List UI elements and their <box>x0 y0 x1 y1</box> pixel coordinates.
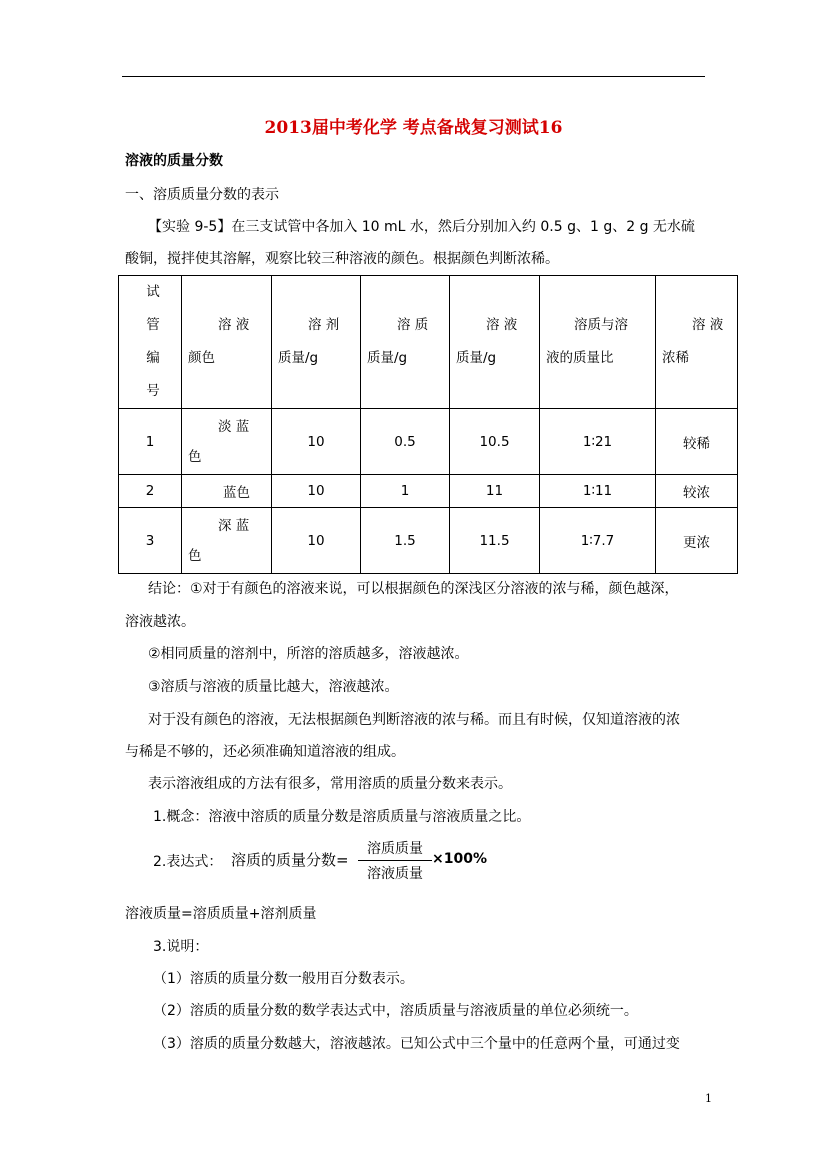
cell-id: 1 <box>119 409 182 475</box>
cell-color: 淡 蓝 色 <box>182 409 272 475</box>
header-rule <box>122 76 705 77</box>
table-row <box>119 475 738 508</box>
cell-ratio: 1∶21 <box>540 409 656 475</box>
table-row <box>119 508 738 574</box>
section-heading: 溶液的质量分数 <box>125 153 223 169</box>
table-header-row <box>119 276 738 409</box>
document-title: 2013届中考化学 考点备战复习测试16 <box>264 118 563 138</box>
paragraph-1-line-2: 与稀是不够的，还必须准确知道溶液的组成。 <box>125 744 405 760</box>
formula-lhs: 溶质的质量分数= <box>231 851 349 869</box>
table-row <box>119 409 738 475</box>
cell-solute: 0.5 <box>361 409 450 475</box>
formula-denominator: 溶液质量 <box>367 866 423 882</box>
header-solute-mass: 溶 质 质量/g <box>361 276 450 409</box>
explain-heading: 3.说明： <box>153 939 209 955</box>
formula-times: ×100% <box>432 851 487 867</box>
cell-ratio: 1∶7.7 <box>540 508 656 574</box>
experiment-line-1: 【实验 9-5】在三支试管中各加入 10 mL 水，然后分别加入约 0.5 g、1 g、2 g 无水硫 <box>148 219 695 235</box>
subheading: 一、溶质质量分数的表示 <box>125 187 279 203</box>
cell-concentration: 较稀 <box>656 409 738 475</box>
header-solution-mass: 溶 液 质量/g <box>450 276 540 409</box>
paragraph-2: 表示溶液组成的方法有很多，常用溶质的质量分数来表示。 <box>148 776 512 792</box>
note-2: （2）溶质的质量分数的数学表达式中，溶质质量与溶液质量的单位必须统一。 <box>153 1003 638 1019</box>
cell-color: 深 蓝 色 <box>182 508 272 574</box>
cell-solution: 10.5 <box>450 409 540 475</box>
conclusion-line-2: 溶液越浓。 <box>125 614 195 630</box>
cell-solute: 1 <box>361 475 450 508</box>
formula-fraction <box>358 838 432 883</box>
cell-solvent: 10 <box>272 409 361 475</box>
page-number: 1 <box>705 1092 712 1105</box>
cell-solution: 11.5 <box>450 508 540 574</box>
cell-id: 2 <box>119 475 182 508</box>
note-3: （3）溶质的质量分数越大，溶液越浓。已知公式中三个量中的任意两个量，可通过变 <box>153 1036 680 1052</box>
paragraph-1-line-1: 对于没有颜色的溶液，无法根据颜色判断溶液的浓与稀。而且有时候，仅知道溶液的浓 <box>148 712 680 728</box>
cell-concentration: 更浓 <box>656 508 738 574</box>
header-solution-color: 溶 液 颜色 <box>182 276 272 409</box>
experiment-line-2: 酸铜，搅拌使其溶解，观察比较三种溶液的颜色。根据颜色判断浓稀。 <box>125 251 559 267</box>
cell-ratio: 1∶11 <box>540 475 656 508</box>
conclusion-3: ③溶质与溶液的质量比越大，溶液越浓。 <box>148 679 399 695</box>
experiment-table <box>118 275 738 574</box>
cell-solute: 1.5 <box>361 508 450 574</box>
cell-solvent: 10 <box>272 508 361 574</box>
note-1: （1）溶质的质量分数一般用百分数表示。 <box>153 971 414 987</box>
cell-concentration: 较浓 <box>656 475 738 508</box>
header-tube-number: 试 管 编 号 <box>119 276 182 409</box>
formula-label: 2.表达式： <box>153 854 223 870</box>
cell-color: 蓝色 <box>182 475 272 508</box>
conclusion-line-1: 结论：①对于有颜色的溶液来说，可以根据颜色的深浅区分溶液的浓与稀，颜色越深， <box>148 581 679 597</box>
cell-id: 3 <box>119 508 182 574</box>
concept-line: 1.概念：溶液中溶质的质量分数是溶质质量与溶液质量之比。 <box>153 809 531 825</box>
conclusion-2: ②相同质量的溶剂中，所溶的溶质越多，溶液越浓。 <box>148 646 469 662</box>
cell-solvent: 10 <box>272 475 361 508</box>
mass-relation: 溶液质量=溶质质量+溶剂质量 <box>125 906 317 922</box>
header-concentration: 溶 液 浓稀 <box>656 276 738 409</box>
header-solvent-mass: 溶 剂 质量/g <box>272 276 361 409</box>
header-mass-ratio: 溶质与溶 液的质量比 <box>540 276 656 409</box>
formula-numerator: 溶质质量 <box>358 838 432 861</box>
cell-solution: 11 <box>450 475 540 508</box>
